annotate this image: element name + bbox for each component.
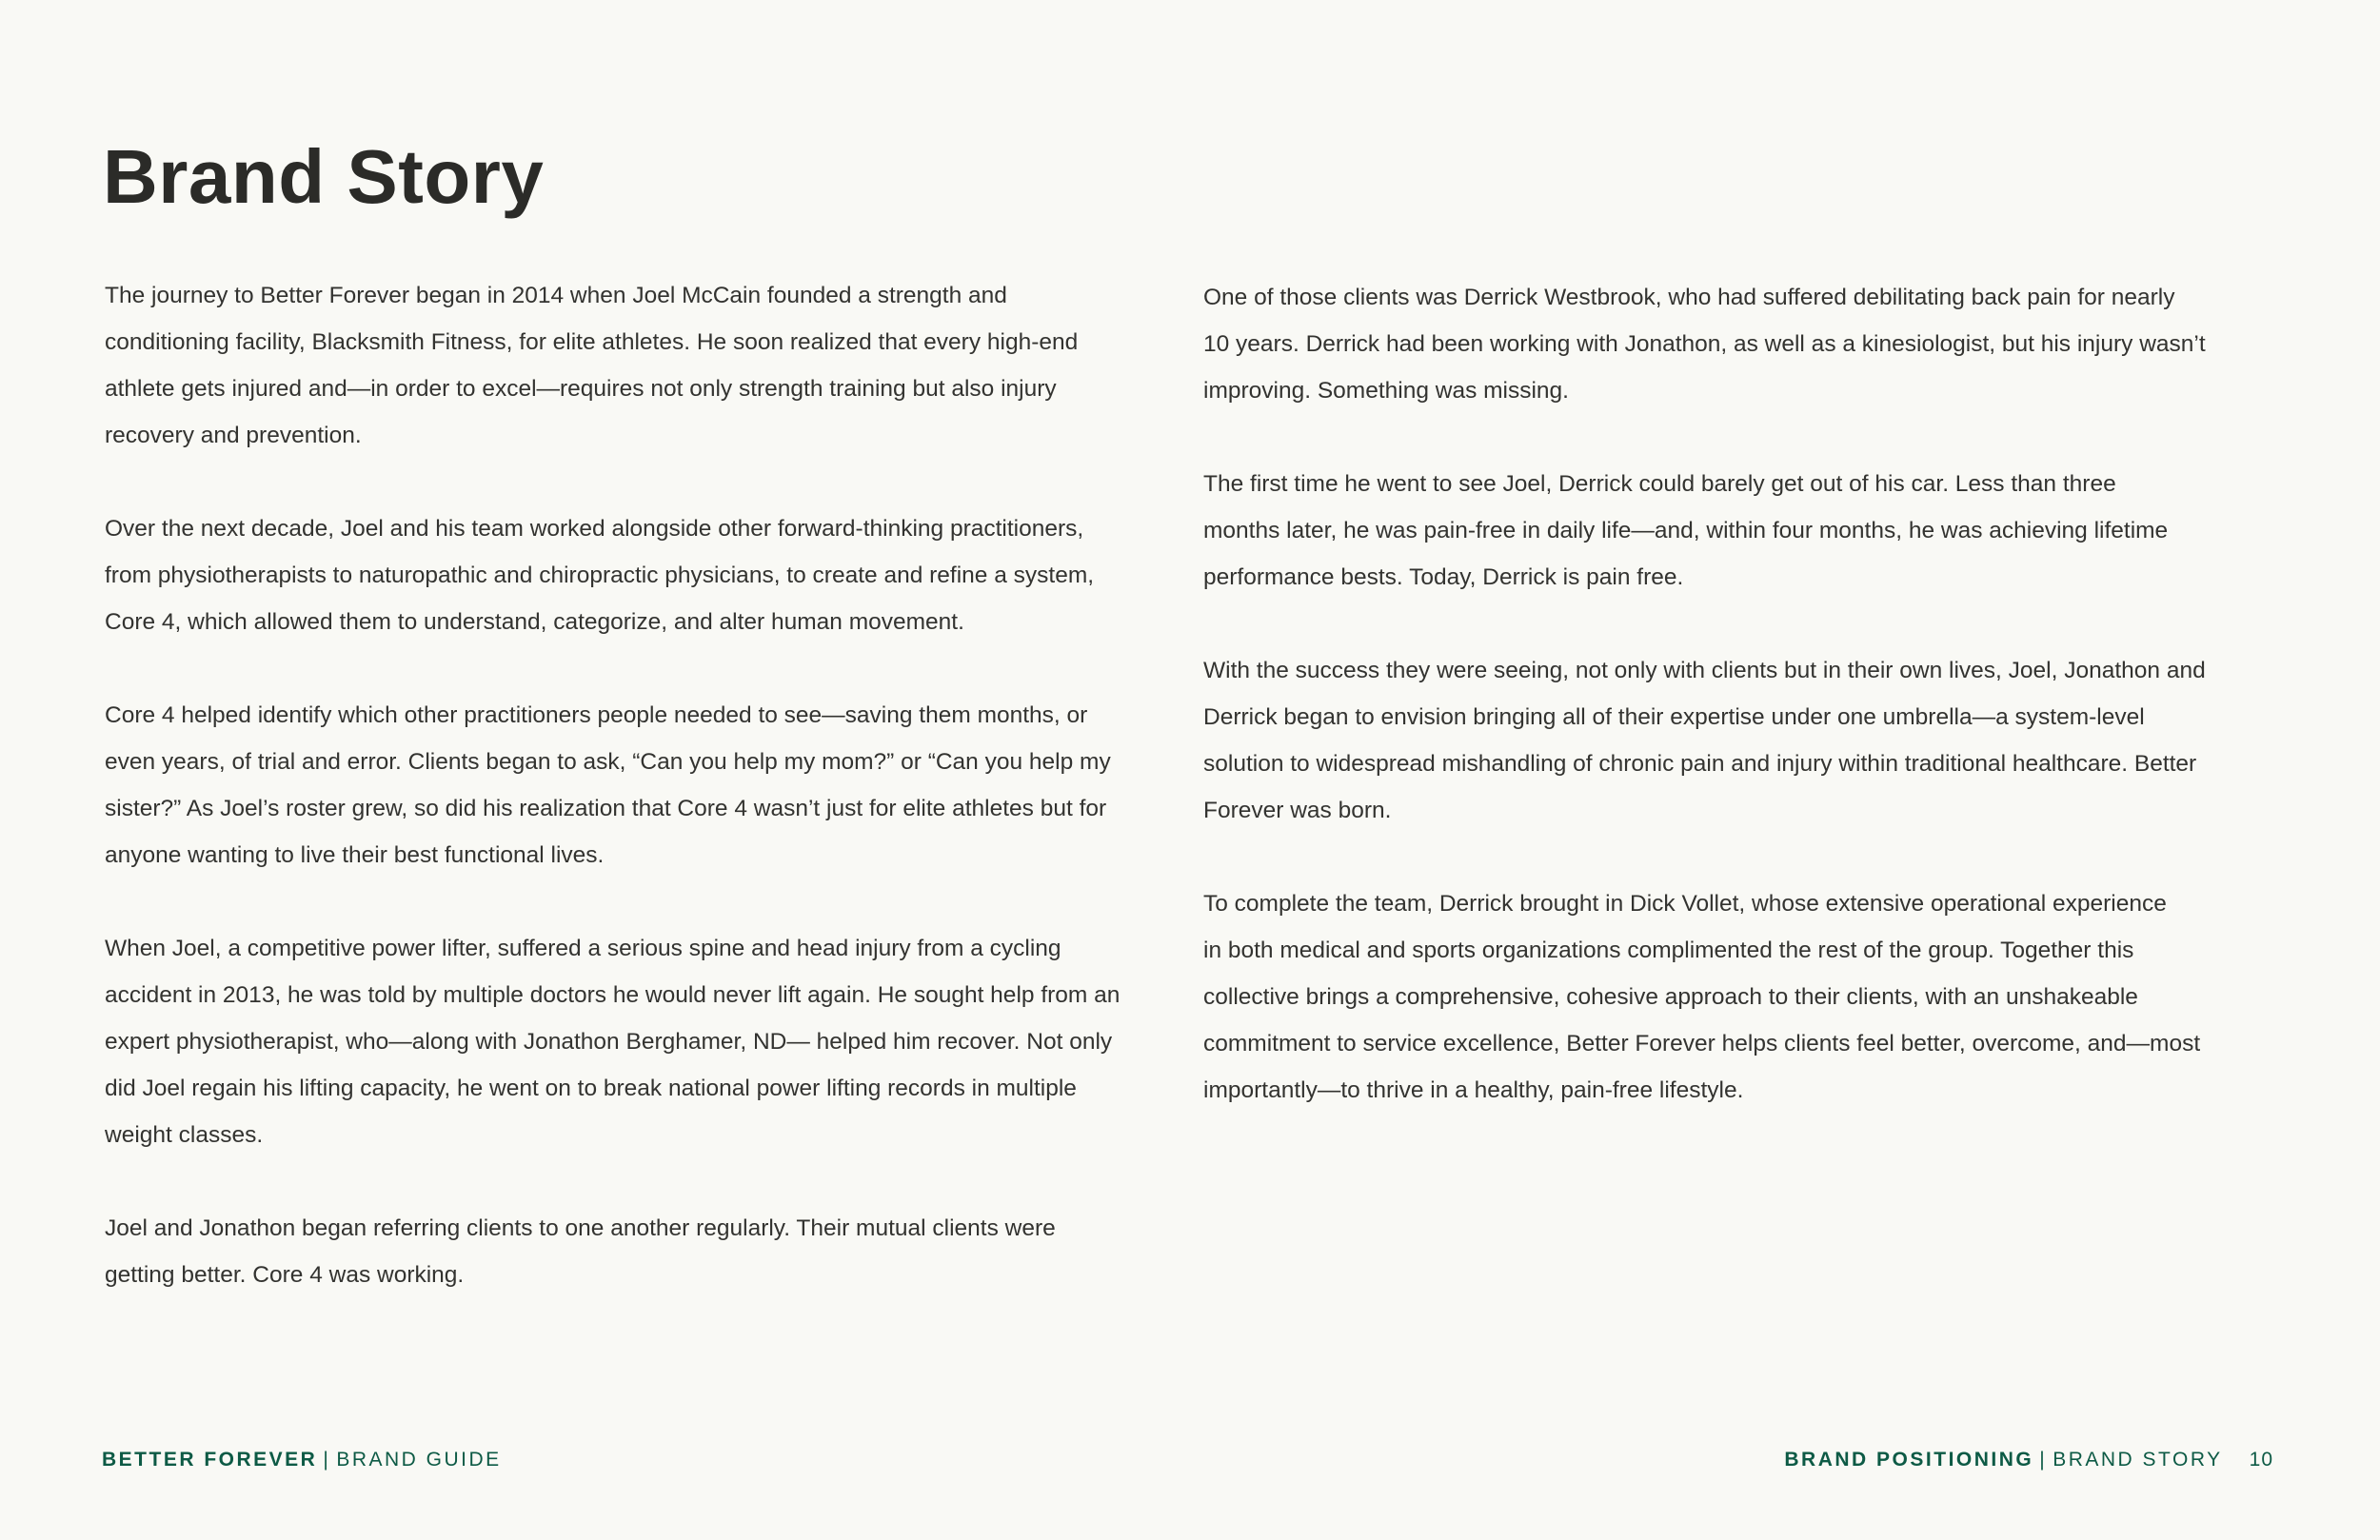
text-line: performance bests. Today, Derrick is pain free. xyxy=(1203,564,1684,590)
paragraph xyxy=(1203,880,2289,1114)
text-line: getting better. Core 4 was working. xyxy=(105,1262,465,1288)
paragraph xyxy=(1203,647,2289,834)
footer-right xyxy=(1784,1449,2273,1471)
text-line: even years, of trial and error. Clients began to ask, “Can you help my mom?” or “Can you help my xyxy=(105,749,1111,775)
text-line: conditioning facility, Blacksmith Fitness, for elite athletes. He soon realized that every high-end xyxy=(105,329,1079,355)
text-line: To complete the team, Derrick brought in Dick Vollet, whose extensive operational experience xyxy=(1203,891,2167,917)
text-line: accident in 2013, he was told by multiple doctors he would never lift again. He sought help from an xyxy=(105,982,1121,1008)
text-line: athlete gets injured and—in order to excel—requires not only strength training but also injury xyxy=(105,376,1057,402)
text-line: commitment to service excellence, Better Forever helps clients feel better, overcome, and—most xyxy=(1203,1031,2201,1056)
text-line: anyone wanting to live their best functional lives. xyxy=(105,842,605,868)
paragraph xyxy=(105,505,1190,645)
text-line: Joel and Jonathon began referring clients to one another regularly. Their mutual clients were xyxy=(105,1215,1056,1241)
text-line: With the success they were seeing, not only with clients but in their own lives, Joel, Jonathon and xyxy=(1203,658,2206,683)
text-line: The first time he went to see Joel, Derrick could barely get out of his car. Less than three xyxy=(1203,471,2116,497)
paragraph xyxy=(1203,461,2289,601)
text-line: in both medical and sports organizations complimented the rest of the group. Together this xyxy=(1203,938,2134,963)
text-line: weight classes. xyxy=(105,1122,264,1148)
footer-guide: BRAND GUIDE xyxy=(336,1449,502,1471)
text-line: Derrick began to envision bringing all of their expertise under one umbrella—a system-level xyxy=(1203,704,2145,730)
text-line: When Joel, a competitive power lifter, suffered a serious spine and head injury from a cycling xyxy=(105,936,1061,961)
footer-separator: | xyxy=(323,1449,331,1471)
text-line: Core 4 helped identify which other practitioners people needed to see—saving them months, or xyxy=(105,702,1088,728)
text-line: sister?” As Joel’s roster grew, so did his realization that Core 4 wasn’t just for elite athletes but for xyxy=(105,796,1107,821)
text-line: The journey to Better Forever began in 2014 when Joel McCain founded a strength and xyxy=(105,283,1007,308)
paragraph xyxy=(105,692,1190,879)
text-line: solution to widespread mishandling of chronic pain and injury within traditional healthcare. Better xyxy=(1203,751,2197,777)
text-line: Over the next decade, Joel and his team worked alongside other forward-thinking practitioners, xyxy=(105,516,1084,542)
text-line: Core 4, which allowed them to understand, categorize, and alter human movement. xyxy=(105,609,964,635)
text-line: One of those clients was Derrick Westbrook, who had suffered debilitating back pain for nearly xyxy=(1203,285,2175,310)
paragraph xyxy=(1203,274,2289,414)
text-line: collective brings a comprehensive, cohesive approach to their clients, with an unshakeable xyxy=(1203,984,2138,1010)
text-line: recovery and prevention. xyxy=(105,423,362,448)
footer-brand: BETTER FOREVER xyxy=(102,1449,318,1471)
text-line: Forever was born. xyxy=(1203,798,1392,823)
footer-subsection: BRAND STORY xyxy=(2053,1449,2223,1471)
page-title: Brand Story xyxy=(103,134,545,219)
page-number: 10 xyxy=(2249,1449,2273,1471)
paragraph xyxy=(105,272,1190,459)
text-line: 10 years. Derrick had been working with Jonathon, as well as a kinesiologist, but his injury wasn’t xyxy=(1203,331,2206,357)
text-line: did Joel regain his lifting capacity, he went on to break national power lifting records in multiple xyxy=(105,1076,1077,1101)
left-column xyxy=(105,272,1190,1345)
right-column xyxy=(1203,274,2289,1160)
footer-separator: | xyxy=(2039,1449,2048,1471)
text-line: importantly—to thrive in a healthy, pain-free lifestyle. xyxy=(1203,1077,1744,1103)
paragraph xyxy=(105,1205,1190,1298)
paragraph xyxy=(105,925,1190,1158)
footer-section: BRAND POSITIONING xyxy=(1784,1449,2034,1471)
footer-left xyxy=(102,1449,502,1471)
text-line: from physiotherapists to naturopathic and chiropractic physicians, to create and refine a system, xyxy=(105,563,1095,588)
text-line: improving. Something was missing. xyxy=(1203,378,1569,404)
text-line: months later, he was pain-free in daily life—and, within four months, he was achieving lifetime xyxy=(1203,518,2169,543)
text-line: expert physiotherapist, who—along with Jonathon Berghamer, ND— helped him recover. Not only xyxy=(105,1029,1113,1055)
